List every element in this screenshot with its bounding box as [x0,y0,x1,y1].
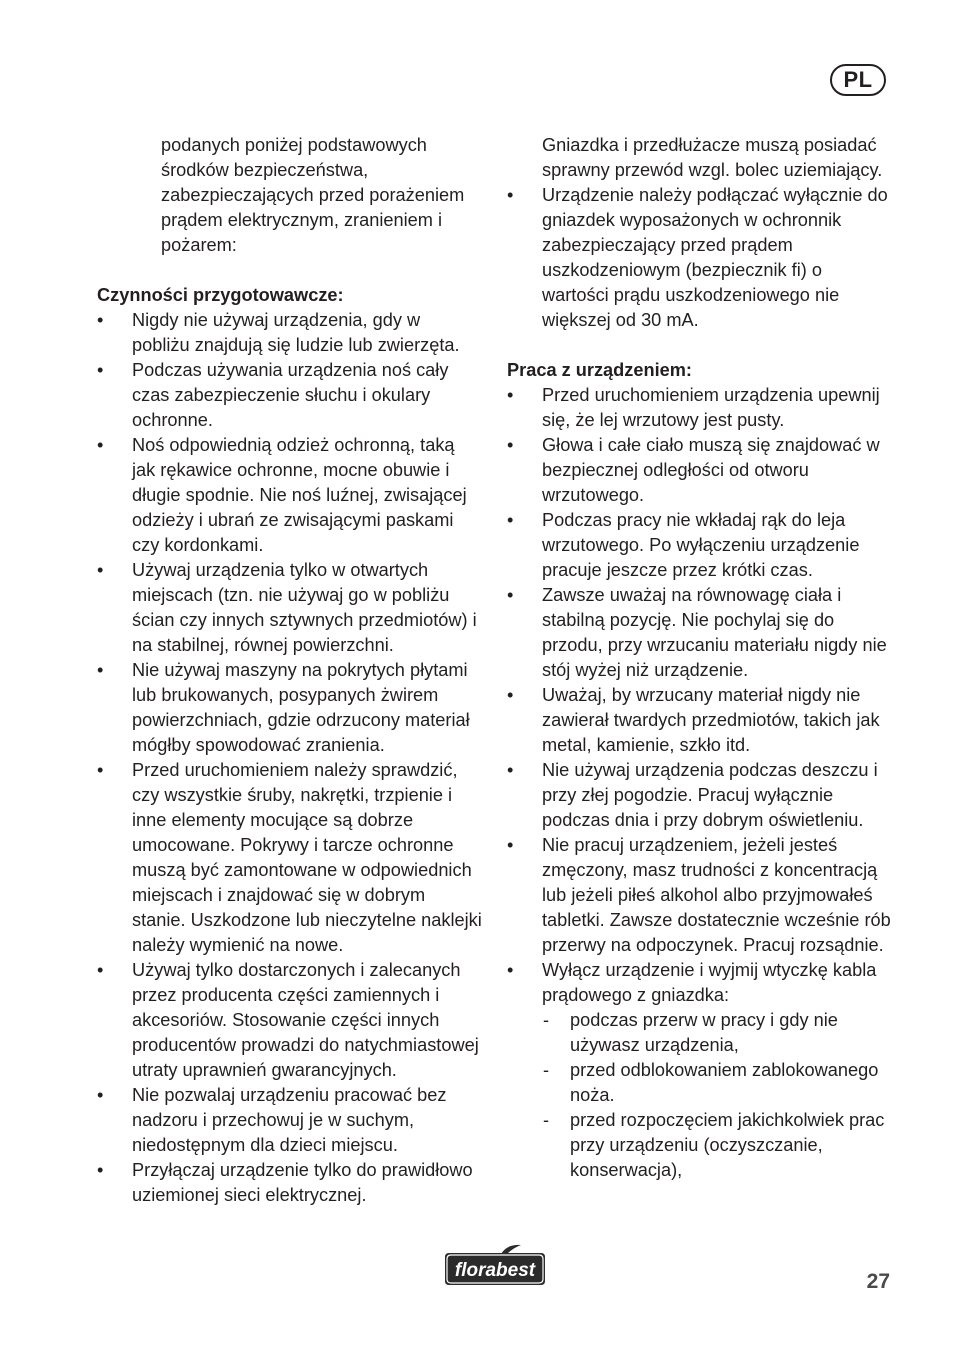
list-item [507,958,892,1183]
section-heading-operation: Praca z urządzeniem: [507,360,692,380]
list-item: • Podczas używania urządzenia noś cały czas zabezpieczenie słuchu i okulary ochronne. [97,358,482,433]
page-number: 27 [866,1270,890,1293]
sub-list [542,1008,892,1183]
preparation-list [97,308,482,1208]
sub-list-item: - przed odblokowaniem zablokowanego noża. [542,1058,892,1108]
intro-paragraph: podanych poniżej podstawowych środków bezpieczeństwa, zabezpieczających przed porażeniem prądem elektrycznym, zranieniem i pożarem: [161,135,465,255]
list-item: • Przed uruchomieniem należy sprawdzić, czy wszystkie śruby, nakrętki, trzpienie i inne elementy mocujące są dobrze umocowane. Pokrywy i tarcze ochronne muszą być zamontowane w odpowiednich miejscach i znajdować się w dobrym stanie. Uszkodzone lub nieczytelne naklejki należy wymienić na nowe. [97,758,482,958]
list-item: • Używaj tylko dostarczonych i zalecanych przez producenta części zamiennych i akcesoriów. Stosowanie części innych producentów prowadzi do natychmiastowej utraty uprawnień gwarancyjnych. [97,958,482,1083]
list-item: • Głowa i całe ciało muszą się znajdować w bezpiecznej odległości od otworu wrzutowego. [507,433,892,508]
list-item: • Podczas pracy nie wkładaj rąk do leja wrzutowego. Po wyłączeniu urządzenie pracuje jeszcze przez krótki czas. [507,508,892,583]
list-item: • Nie pracuj urządzeniem, jeżeli jesteś zmęczony, masz trudności z koncentracją lub jeżeli piłeś alkohol albo przyjmowałeś tabletki. Zawsze dostatecznie wcześnie rób przerwy na odpoczynek. Pracuj rozsądnie. [507,833,892,958]
sub-list-item: - podczas przerw w pracy i gdy nie używasz urządzenia, [542,1008,892,1058]
list-item: • Nie pozwalaj urządzeniu pracować bez nadzoru i przechowuj je w suchym, niedostępnym dla dzieci miejscu. [97,1083,482,1158]
electrical-list [507,183,892,333]
language-badge: PL [830,64,886,96]
list-item: • Urządzenie należy podłączać wyłącznie do gniazdek wyposażonych w ochronnik zabezpieczający przed prądem uszkodzeniowym (bezpiecznik fi) o wartości prądu uszkodzeniowego nie większej od 30 mA. [507,183,892,333]
operation-list [507,383,892,1183]
continuation-paragraph: Gniazdka i przedłużacze muszą posiadać sprawny przewód wzgl. bolec uziemiający. [542,135,883,180]
right-column [507,133,892,1183]
list-item: • Używaj urządzenia tylko w otwartych miejscach (tzn. nie używaj go w pobliżu ścian czy innych sztywnych przedmiotów) i na stabilnej, równej powierzchni. [97,558,482,658]
left-column [97,133,482,1208]
list-item: • Nie używaj urządzenia podczas deszczu i przy złej pogodzie. Pracuj wyłącznie podczas dnia i przy dobrym oświetleniu. [507,758,892,833]
list-item: • Przyłączaj urządzenie tylko do prawidłowo uziemionej sieci elektrycznej. [97,1158,482,1208]
sub-list-item: - przed rozpoczęciem jakichkolwiek prac przy urządzeniu (oczyszczanie, konserwacja), [542,1108,892,1183]
svg-text:florabest: florabest [454,1260,536,1281]
list-item: • Nie używaj maszyny na pokrytych płytami lub brukowanych, posypanych żwirem powierzchniach, gdzie odrzucony materiał mógłby spowodować zranienia. [97,658,482,758]
list-item: • Nigdy nie używaj urządzenia, gdy w pobliżu znajdują się ludzie lub zwierzęta. [97,308,482,358]
florabest-logo [441,1243,549,1287]
list-item: • Uważaj, by wrzucany materiał nigdy nie zawierał twardych przedmiotów, takich jak metal, kamienie, szkło itd. [507,683,892,758]
list-item: • Noś odpowiednią odzież ochronną, taką jak rękawice ochronne, mocne obuwie i długie spodnie. Nie noś luźnej, zwisającej odzieży i ubrań ze zwisającymi paskami czy kordonkami. [97,433,482,558]
florabest-logo-icon [441,1243,549,1287]
list-item: • Zawsze uważaj na równowagę ciała i stabilną pozycję. Nie pochylaj się do przodu, przy wrzucaniu materiału nigdy nie stój wyżej niż urządzenie. [507,583,892,683]
list-item-text: Wyłącz urządzenie i wyjmij wtyczkę kabla prądowego z gniazdka: [542,960,877,1005]
section-heading-preparation: Czynności przygotowawcze: [97,285,344,305]
list-item: • Przed uruchomieniem urządzenia upewnij się, że lej wrzutowy jest pusty. [507,383,892,433]
